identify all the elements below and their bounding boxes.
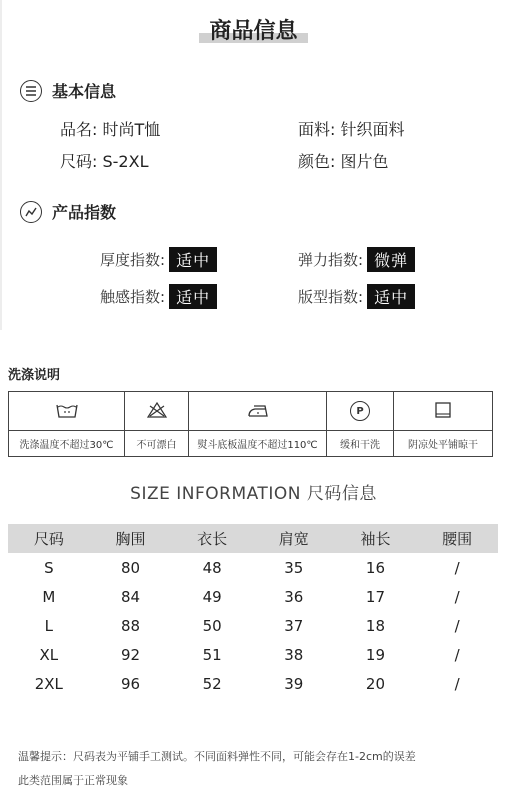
fabric — [298, 117, 405, 140]
table-cell: 2XL — [34, 674, 63, 693]
no-bleach-icon — [146, 401, 168, 419]
thickness-label: 厚度指数: — [100, 251, 166, 269]
table-row — [8, 582, 498, 611]
fabric-label: 面料: — [298, 120, 336, 139]
table-cell: 48 — [202, 558, 222, 577]
elasticity-index — [298, 247, 415, 272]
color-value: 图片色 — [340, 152, 389, 171]
table-cell: 38 — [284, 645, 304, 664]
bleach-cell — [125, 392, 189, 431]
product-index-heading-text: 产品指数 — [52, 203, 117, 222]
trend-icon — [20, 201, 42, 223]
size-range — [60, 149, 148, 172]
washing-table — [8, 391, 493, 457]
page-title-text: 商品信息 — [209, 19, 298, 44]
size-table — [8, 524, 498, 698]
col-header: 袖长 — [335, 524, 417, 553]
elasticity-value: 微弹 — [367, 247, 415, 272]
table-cell: 16 — [365, 558, 385, 577]
bleach-label: 不可漂白 — [125, 431, 189, 457]
table-cell: XL — [39, 645, 59, 664]
color — [298, 149, 389, 172]
line-dry-shade-icon — [434, 401, 452, 419]
fit-index — [298, 284, 415, 309]
dry-cell — [394, 392, 493, 431]
col-header: 肩宽 — [253, 524, 335, 553]
product-index-heading — [20, 200, 116, 223]
product-name-value: 时尚T恤 — [102, 120, 161, 139]
iron-icon — [246, 401, 270, 419]
dry-clean-glyph: P — [356, 405, 364, 417]
list-icon — [20, 80, 42, 102]
touch-index — [100, 284, 217, 309]
table-cell: 49 — [202, 587, 222, 606]
table-cell: M — [42, 587, 56, 606]
wash-30-icon — [55, 401, 79, 419]
iron-label: 熨斗底板温度不超过110℃ — [189, 431, 327, 457]
wash-label: 洗涤温度不超过30℃ — [9, 431, 125, 457]
table-row — [8, 669, 498, 698]
col-header: 衣长 — [171, 524, 253, 553]
size-note-line2: 此类范围属于正常现象 — [18, 774, 128, 787]
product-name — [60, 117, 160, 140]
dry-clean-p-icon — [350, 401, 370, 421]
product-name-label: 品名: — [60, 120, 98, 139]
basic-info-heading-text: 基本信息 — [52, 82, 117, 101]
table-cell: 50 — [202, 616, 222, 635]
table-cell: 20 — [365, 674, 385, 693]
size-table-header — [8, 524, 498, 553]
table-cell: 37 — [284, 616, 304, 635]
size-info-heading: SIZE INFORMATION 尺码信息 — [130, 484, 377, 504]
color-label: 颜色: — [298, 152, 336, 171]
thickness-index — [100, 247, 217, 272]
table-cell: 80 — [120, 558, 141, 577]
table-cell: 51 — [202, 645, 222, 664]
fit-value: 适中 — [367, 284, 415, 309]
table-cell: S — [44, 558, 54, 577]
table-cell: 52 — [202, 674, 222, 693]
col-header: 胸围 — [90, 524, 172, 553]
table-cell: 39 — [284, 674, 304, 693]
dry-label: 阴凉处平铺晾干 — [394, 431, 493, 457]
table-cell: 36 — [284, 587, 304, 606]
iron-cell — [189, 392, 327, 431]
thickness-value: 适中 — [169, 247, 217, 272]
fabric-value: 针织面料 — [340, 120, 405, 139]
page-title — [203, 14, 303, 45]
table-cell: 18 — [365, 616, 385, 635]
col-header: 尺码 — [8, 524, 90, 553]
washing-labels-row — [9, 431, 493, 457]
table-row — [8, 553, 498, 582]
size-range-label: 尺码: — [60, 152, 98, 171]
table-cell: 92 — [120, 645, 141, 664]
table-cell: 19 — [365, 645, 385, 664]
size-note-line1: 温馨提示：尺码表为平铺手工测试。不同面料弹性不同，可能会存在1-2cm的误差 — [18, 750, 416, 763]
elasticity-label: 弹力指数: — [298, 251, 364, 269]
table-row — [8, 611, 498, 640]
table-cell: 88 — [120, 616, 141, 635]
table-cell: 17 — [365, 587, 385, 606]
basic-info-heading — [20, 79, 116, 102]
fit-label: 版型指数: — [298, 288, 364, 306]
size-range-value: S-2XL — [102, 152, 149, 171]
table-cell: 96 — [120, 674, 141, 693]
table-cell: / — [454, 674, 460, 693]
table-cell: 35 — [284, 558, 304, 577]
table-cell: 84 — [120, 587, 141, 606]
table-row — [8, 640, 498, 669]
page-title-wrap — [0, 14, 507, 45]
touch-label: 触感指数: — [100, 288, 166, 306]
table-cell: / — [454, 645, 460, 664]
washing-heading: 洗涤说明 — [8, 368, 61, 383]
table-cell: / — [454, 587, 460, 606]
wash-cell — [9, 392, 125, 431]
touch-value: 适中 — [169, 284, 217, 309]
col-header: 腰围 — [416, 524, 498, 553]
dryclean-label: 缓和干洗 — [327, 431, 394, 457]
table-cell: / — [454, 616, 460, 635]
left-divider — [0, 0, 2, 330]
table-cell: / — [454, 558, 460, 577]
washing-icons-row — [9, 392, 493, 431]
dryclean-cell — [327, 392, 394, 431]
table-cell: L — [44, 616, 53, 635]
